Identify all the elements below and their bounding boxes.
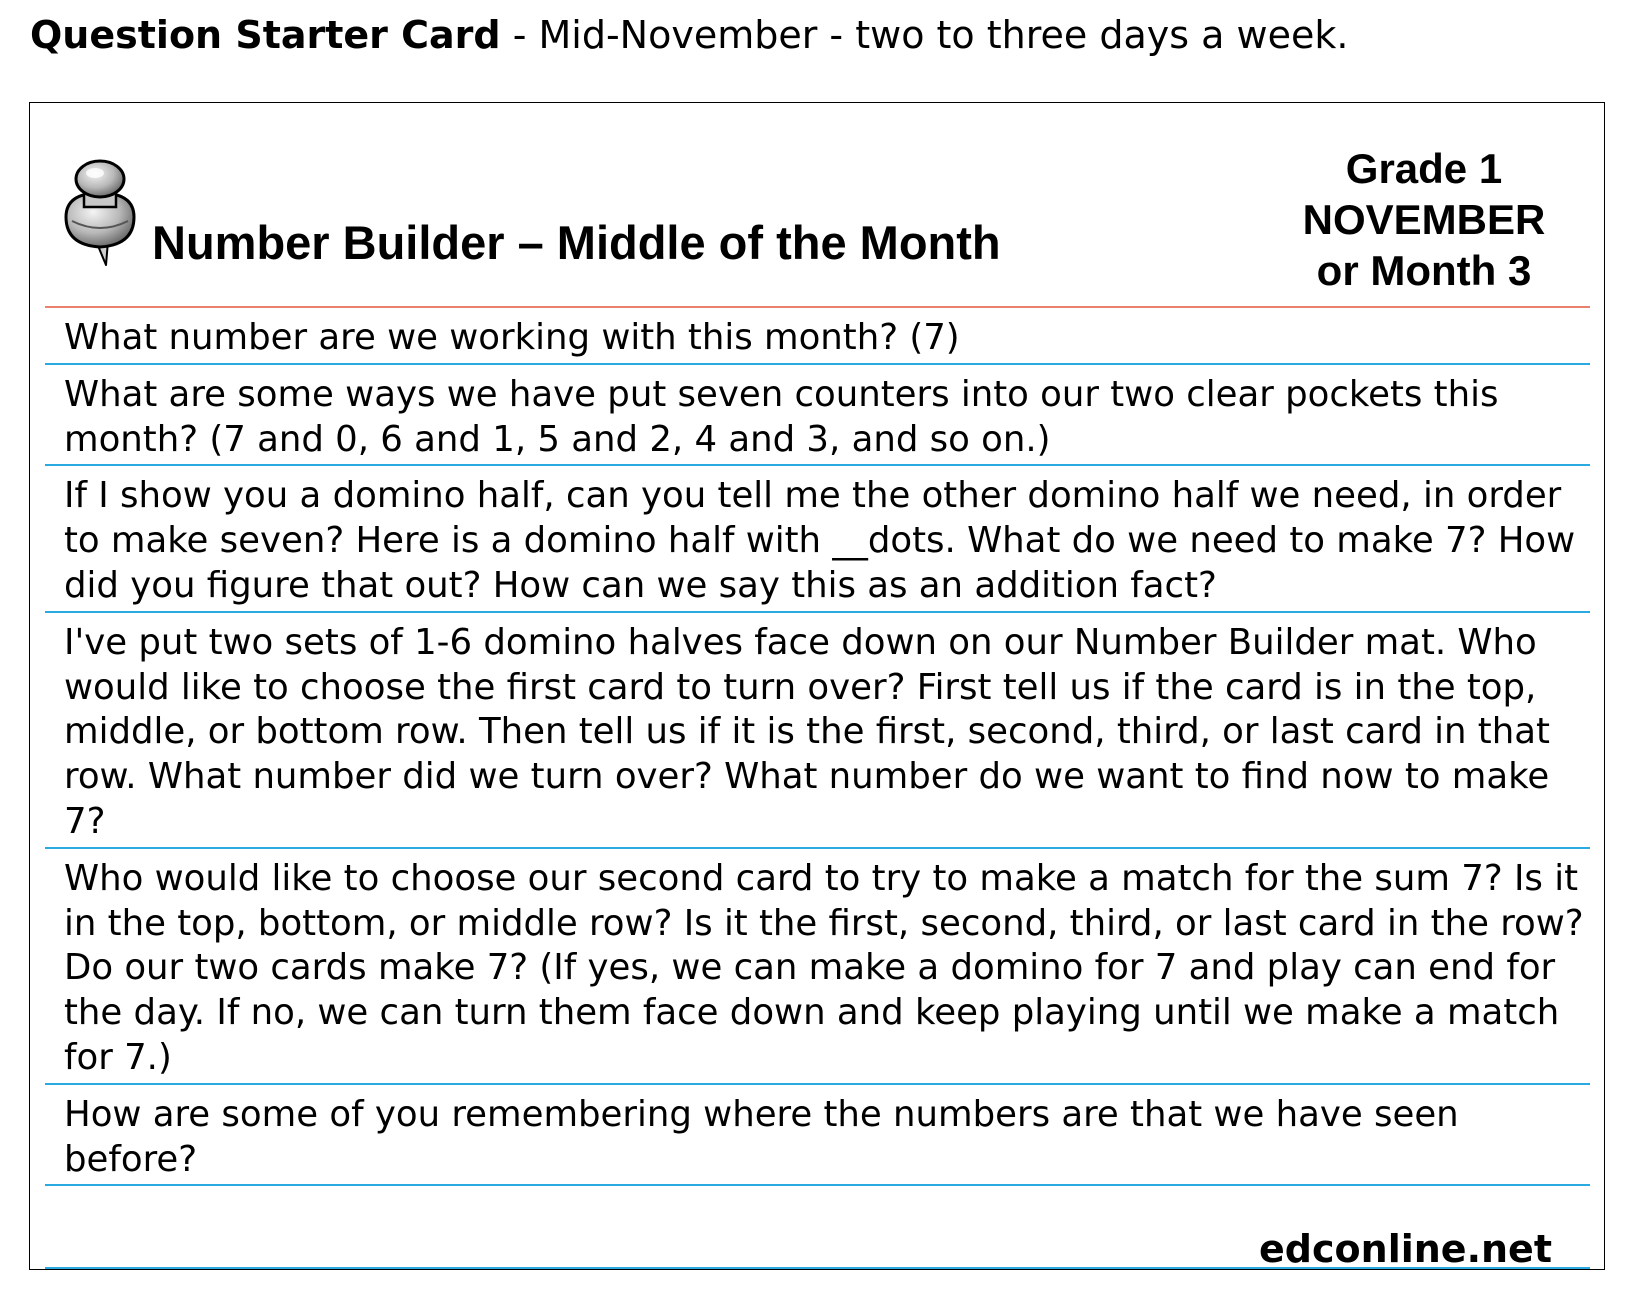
month-number-label: or Month 3 [1316, 247, 1532, 294]
question-list [45, 308, 1590, 1186]
month-label: NOVEMBER [1302, 196, 1546, 243]
grade-block [1264, 143, 1584, 296]
question-item: Who would like to choose our second card to try to make a match for the sum 7? Is it in the top, bottom, or middle row? Is it the first, second, third, or last card in the row? Do our two cards make 7? (If yes, we can make a domino for 7 and play can end for the day. If no, we can turn them face down and keep playing until we make a match for 7.) [45, 849, 1590, 1085]
card-title: Number Builder – Middle of the Month [152, 216, 1001, 269]
question-card [29, 102, 1605, 1270]
schedule-text: - Mid-November - two to three days a week. [500, 13, 1349, 57]
card-type-label: Question Starter Card [30, 13, 501, 57]
card-header [45, 103, 1590, 308]
question-item: What number are we working with this month? (7) [45, 308, 1590, 365]
footer-divider [45, 1267, 1590, 1269]
site-name: edconline.net [1259, 1227, 1552, 1271]
question-item: How are some of you remembering where the numbers are that we have seen before? [45, 1085, 1590, 1187]
grade-label: Grade 1 [1345, 145, 1503, 192]
pushpin-icon [60, 155, 140, 267]
question-item: What are some ways we have put seven counters into our two clear pockets this month? (7 and 0, 6 and 1, 5 and 2, 4 and 3, and so on.) [45, 365, 1590, 467]
question-item: I've put two sets of 1-6 domino halves face down on our Number Builder mat. Who would like to choose the first card to turn over? First tell us if the card is in the top, middle, or bottom row. Then tell us if it is the first, second, third, or last card in that row. What number did we turn over? What number do we want to find now to make 7? [45, 613, 1590, 849]
question-item: If I show you a domino half, can you tell me the other domino half we need, in order to make seven? Here is a domino half with __dots. What do we need to make 7? How did you figure that out? How can we say this as an addition fact? [45, 466, 1590, 612]
page-heading [30, 10, 1348, 60]
